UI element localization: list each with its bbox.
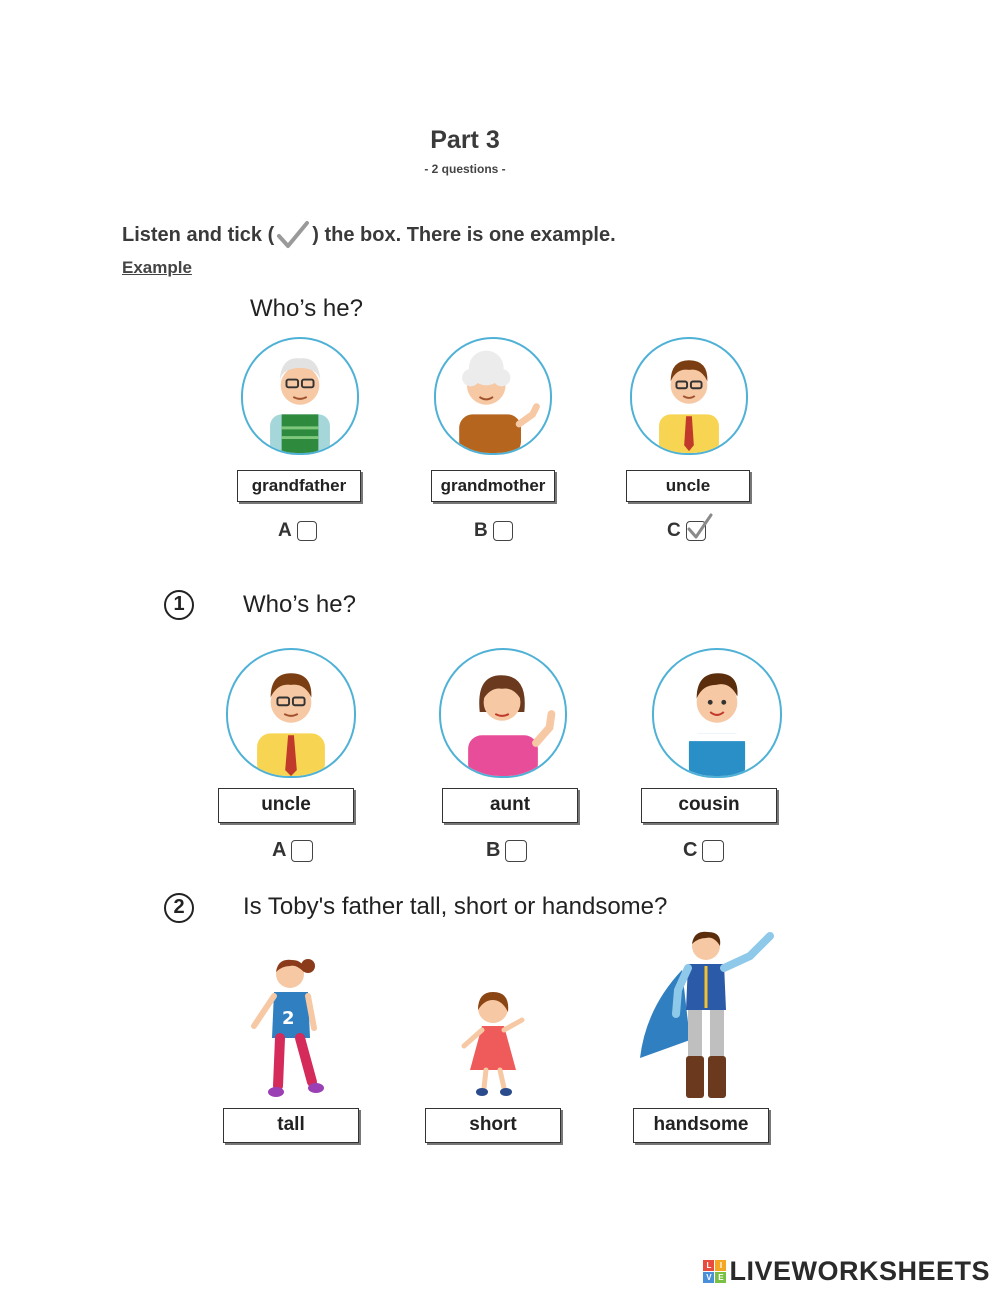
example-checkbox-b [493, 521, 513, 541]
label-uncle: uncle [218, 788, 354, 823]
label-grandfather: grandfather [237, 470, 361, 502]
tick-icon [276, 220, 310, 250]
label-handsome: handsome [633, 1108, 769, 1143]
example-option-a [278, 520, 317, 542]
example-option-c [667, 520, 706, 542]
option-letter: B [486, 839, 501, 861]
instruction [122, 220, 616, 250]
cousin-image [652, 648, 782, 778]
option-letter: C [683, 839, 698, 861]
example-label: Example [122, 258, 192, 277]
grandmother-image [434, 337, 552, 455]
example-option-b [474, 520, 513, 542]
label-aunt: aunt [442, 788, 578, 823]
q2-question: Is Toby's father tall, short or handsome? [243, 893, 668, 920]
option-letter: B [474, 520, 488, 541]
question-number-2: 2 [164, 893, 194, 923]
label-uncle-example: uncle [626, 470, 750, 502]
q1-checkbox-c[interactable] [702, 840, 724, 862]
liveworksheets-logo [703, 1256, 990, 1287]
q1-checkbox-b[interactable] [505, 840, 527, 862]
question-number-1: 1 [164, 590, 194, 620]
option-letter: A [278, 520, 292, 541]
page-title: Part 3 [430, 126, 500, 154]
example-checkbox-c-checked [686, 521, 706, 541]
example-question: Who’s he? [250, 295, 363, 322]
logo-mark-icon: L I V E [703, 1260, 726, 1283]
label-tall: tall [223, 1108, 359, 1143]
label-short: short [425, 1108, 561, 1143]
check-icon [685, 512, 713, 542]
aunt-image [439, 648, 567, 778]
page-subtitle: - 2 questions - [424, 162, 506, 176]
q1-question: Who’s he? [243, 591, 356, 618]
uncle-image [226, 648, 356, 778]
handsome-prince-image [638, 928, 778, 1102]
option-letter: A [272, 839, 287, 861]
uncle-image-example [630, 337, 748, 455]
tall-girl-image [246, 952, 330, 1102]
option-letter: C [667, 520, 681, 541]
example-checkbox-a [297, 521, 317, 541]
grandfather-image [241, 337, 359, 455]
q1-option-b[interactable] [486, 839, 527, 862]
svg-text:2: 2 [282, 1008, 295, 1029]
instruction-text-before: Listen and tick ( [122, 223, 275, 246]
label-cousin: cousin [641, 788, 777, 823]
q1-checkbox-a[interactable] [291, 840, 313, 862]
label-grandmother: grandmother [431, 470, 555, 502]
q1-option-a[interactable] [272, 839, 313, 862]
q1-option-c[interactable] [683, 839, 724, 862]
instruction-text-after: ) the box. There is one example. [312, 223, 616, 246]
logo-text: LIVEWORKSHEETS [729, 1256, 990, 1286]
short-girl-image [458, 986, 528, 1098]
